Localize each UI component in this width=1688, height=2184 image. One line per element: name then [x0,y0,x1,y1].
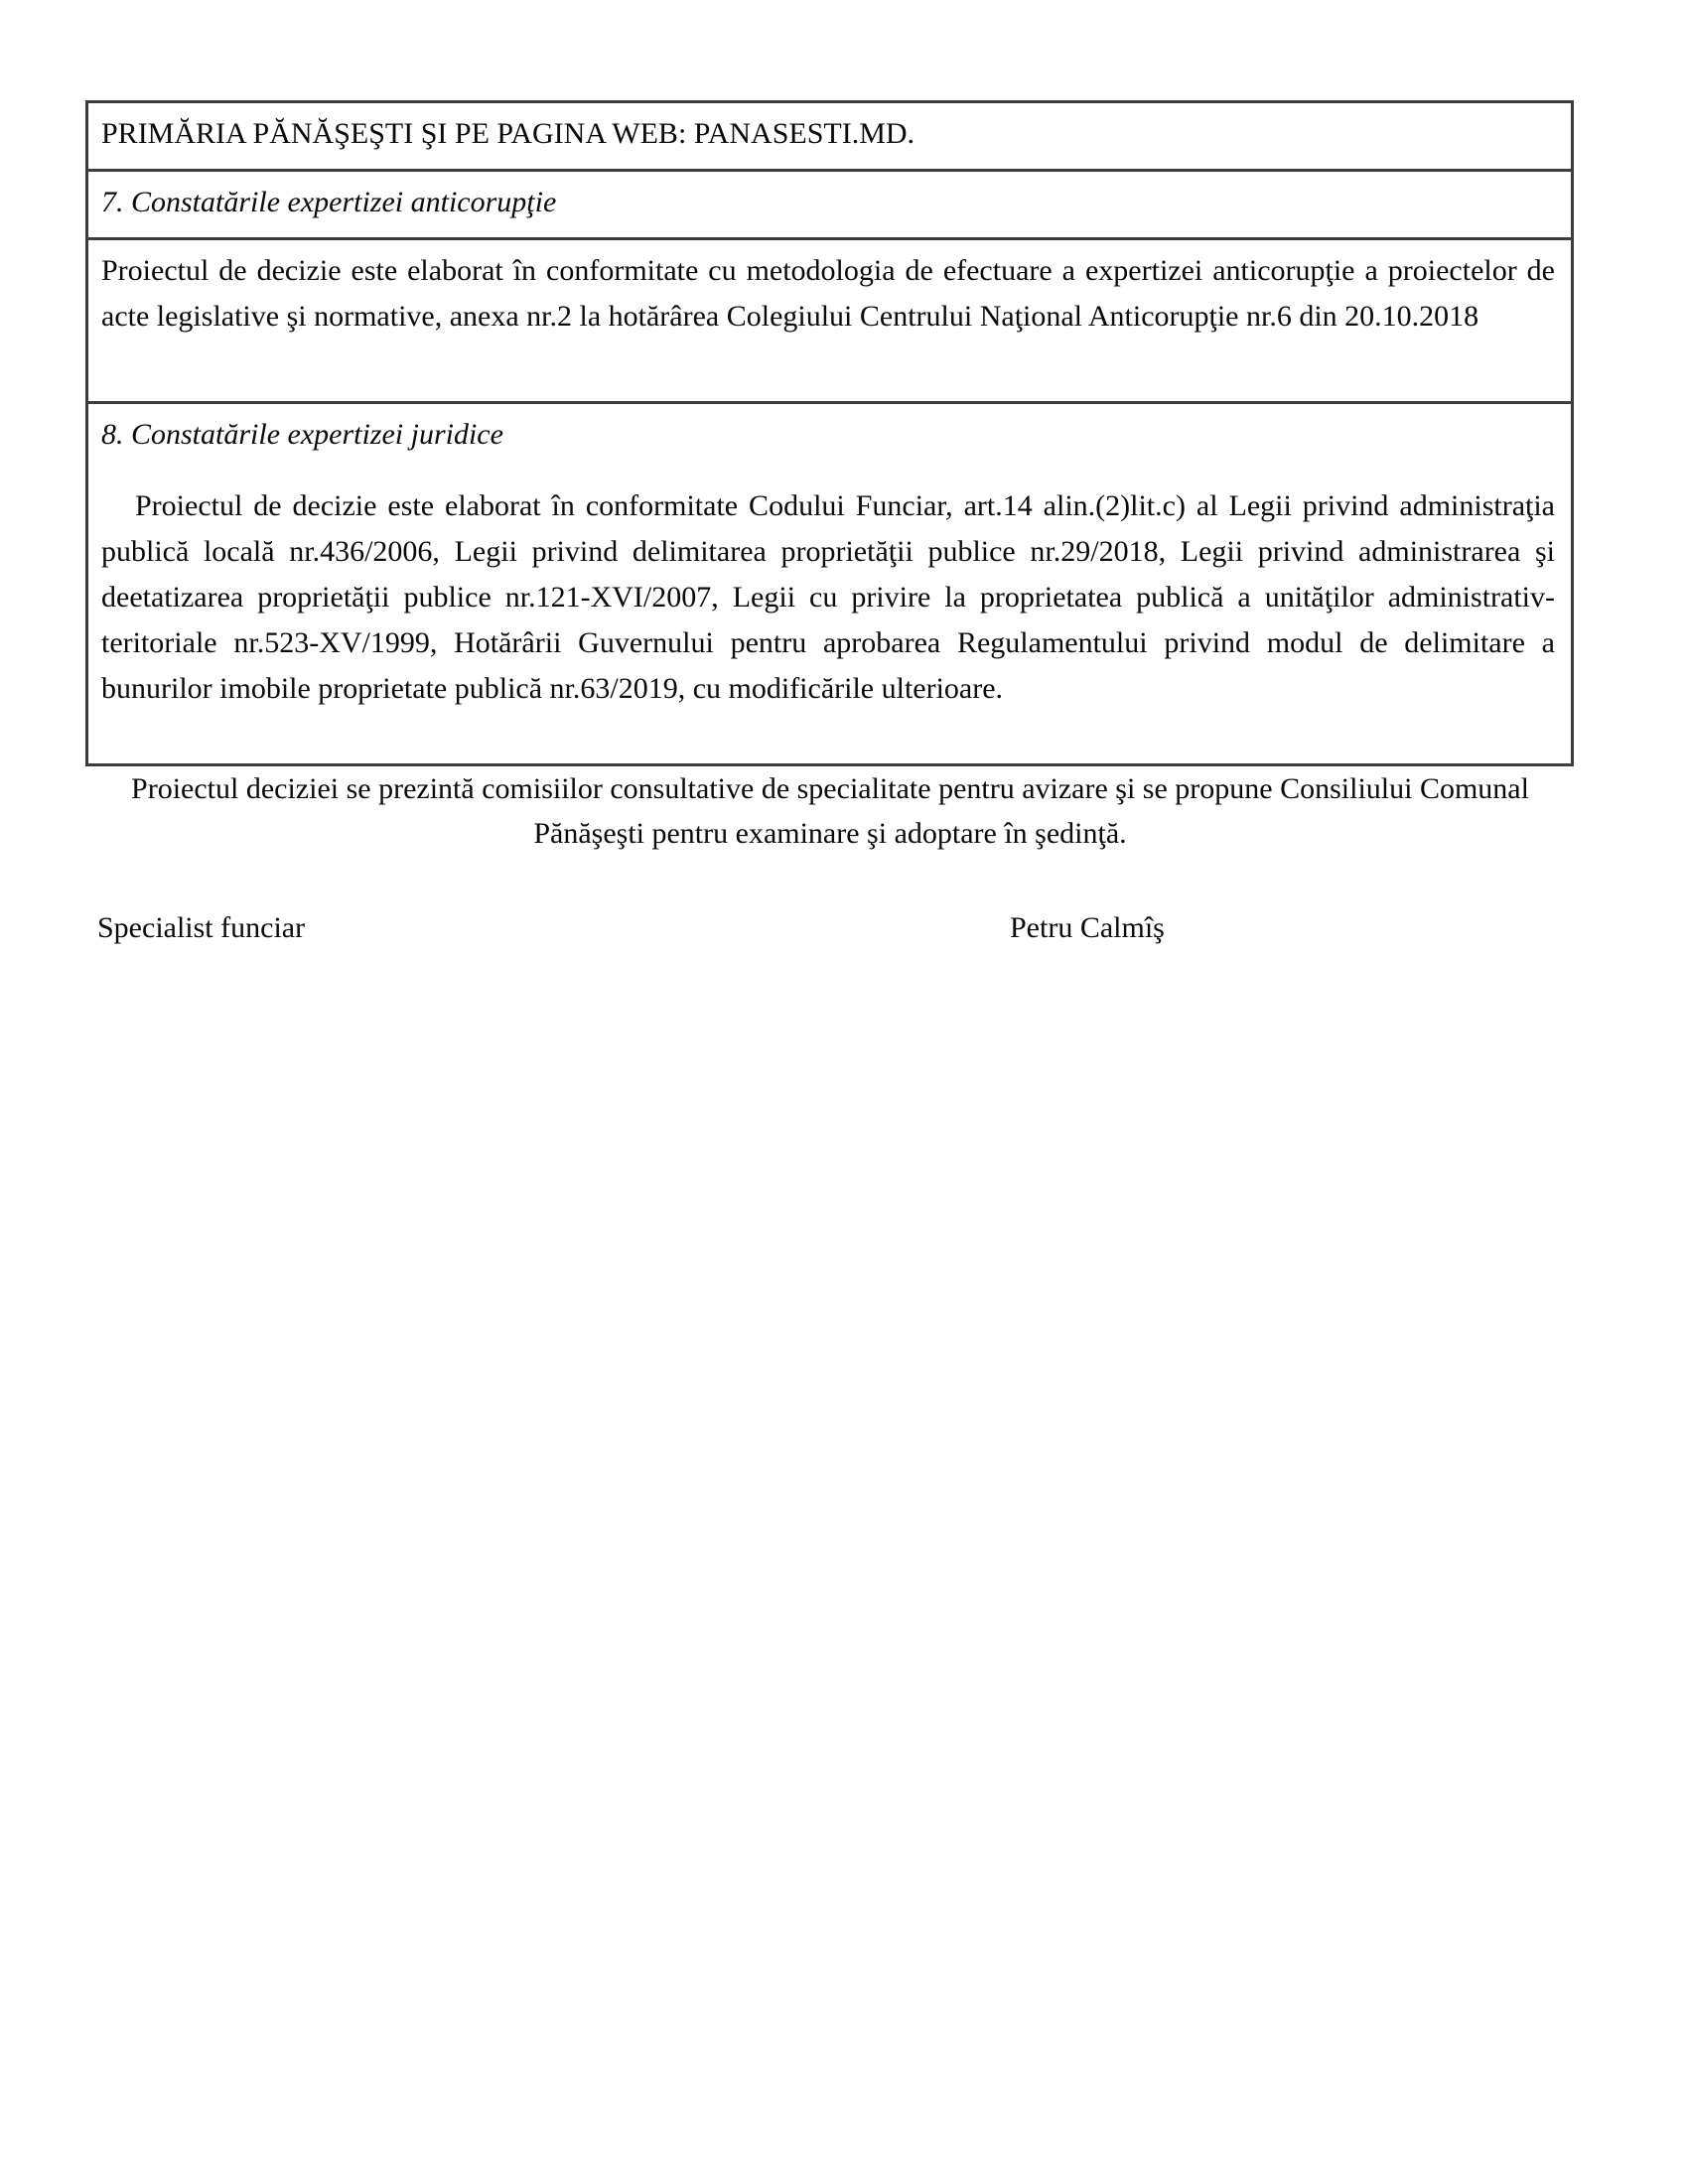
table-row-section-7-body [87,239,1573,403]
section-8-heading: 8. Constatările expertizei juridice [101,418,503,451]
table-row-publication [87,102,1573,171]
document-table [85,100,1574,766]
table-row-section-7-heading [87,171,1573,239]
section-8-cell [87,403,1573,765]
signature-role: Specialist funciar [97,911,306,944]
table-row-section-8 [87,403,1573,765]
signature-name: Petru Calmîş [1010,911,1165,944]
section-7-heading: 7. Constatările expertizei anticorupţie [87,171,1573,239]
section-7-body: Proiectul de decizie este elaborat în conformitate cu metodologia de efectuare a expertizei anticorupţie a proiectelor de acte legislative şi normative, anexa nr.2 la hotărârea Colegiului Centrului Naţional Anticorupţie nr.6 din 20.10.2018 [87,239,1573,403]
signature-row [0,905,1688,951]
closing-paragraph: Proiectul deciziei se prezintă comisiilor consultative de specialitate pentru avizare şi se propune Consiliului Comunal Pănăşeşti pentru examinare şi adoptare în şedinţă. [131,772,1529,850]
publication-note: PRIMĂRIA PĂNĂŞEŞTI ŞI PE PAGINA WEB: PANASESTI.MD. [87,102,1573,171]
section-8-body: Proiectul de decizie este elaborat în conformitate Codului Funciar, art.14 alin.(2)lit.c) al Legii privind administraţia publică locală nr.436/2006, Legii privind delimitarea proprietăţii publice nr.29/2018, Legii privind administrarea şi deetatizarea proprietăţii publice nr.121-XVI/2007, Legii cu privire la proprietatea publică a unităţilor administrativ-teritoriale nr.523-XV/1999, Hotărârii Guvernului pentru aprobarea Regulamentului privind modul de delimitare a bunurilor imobile proprietate publică nr.63/2019, cu modificările ulterioare. [101,489,1555,705]
